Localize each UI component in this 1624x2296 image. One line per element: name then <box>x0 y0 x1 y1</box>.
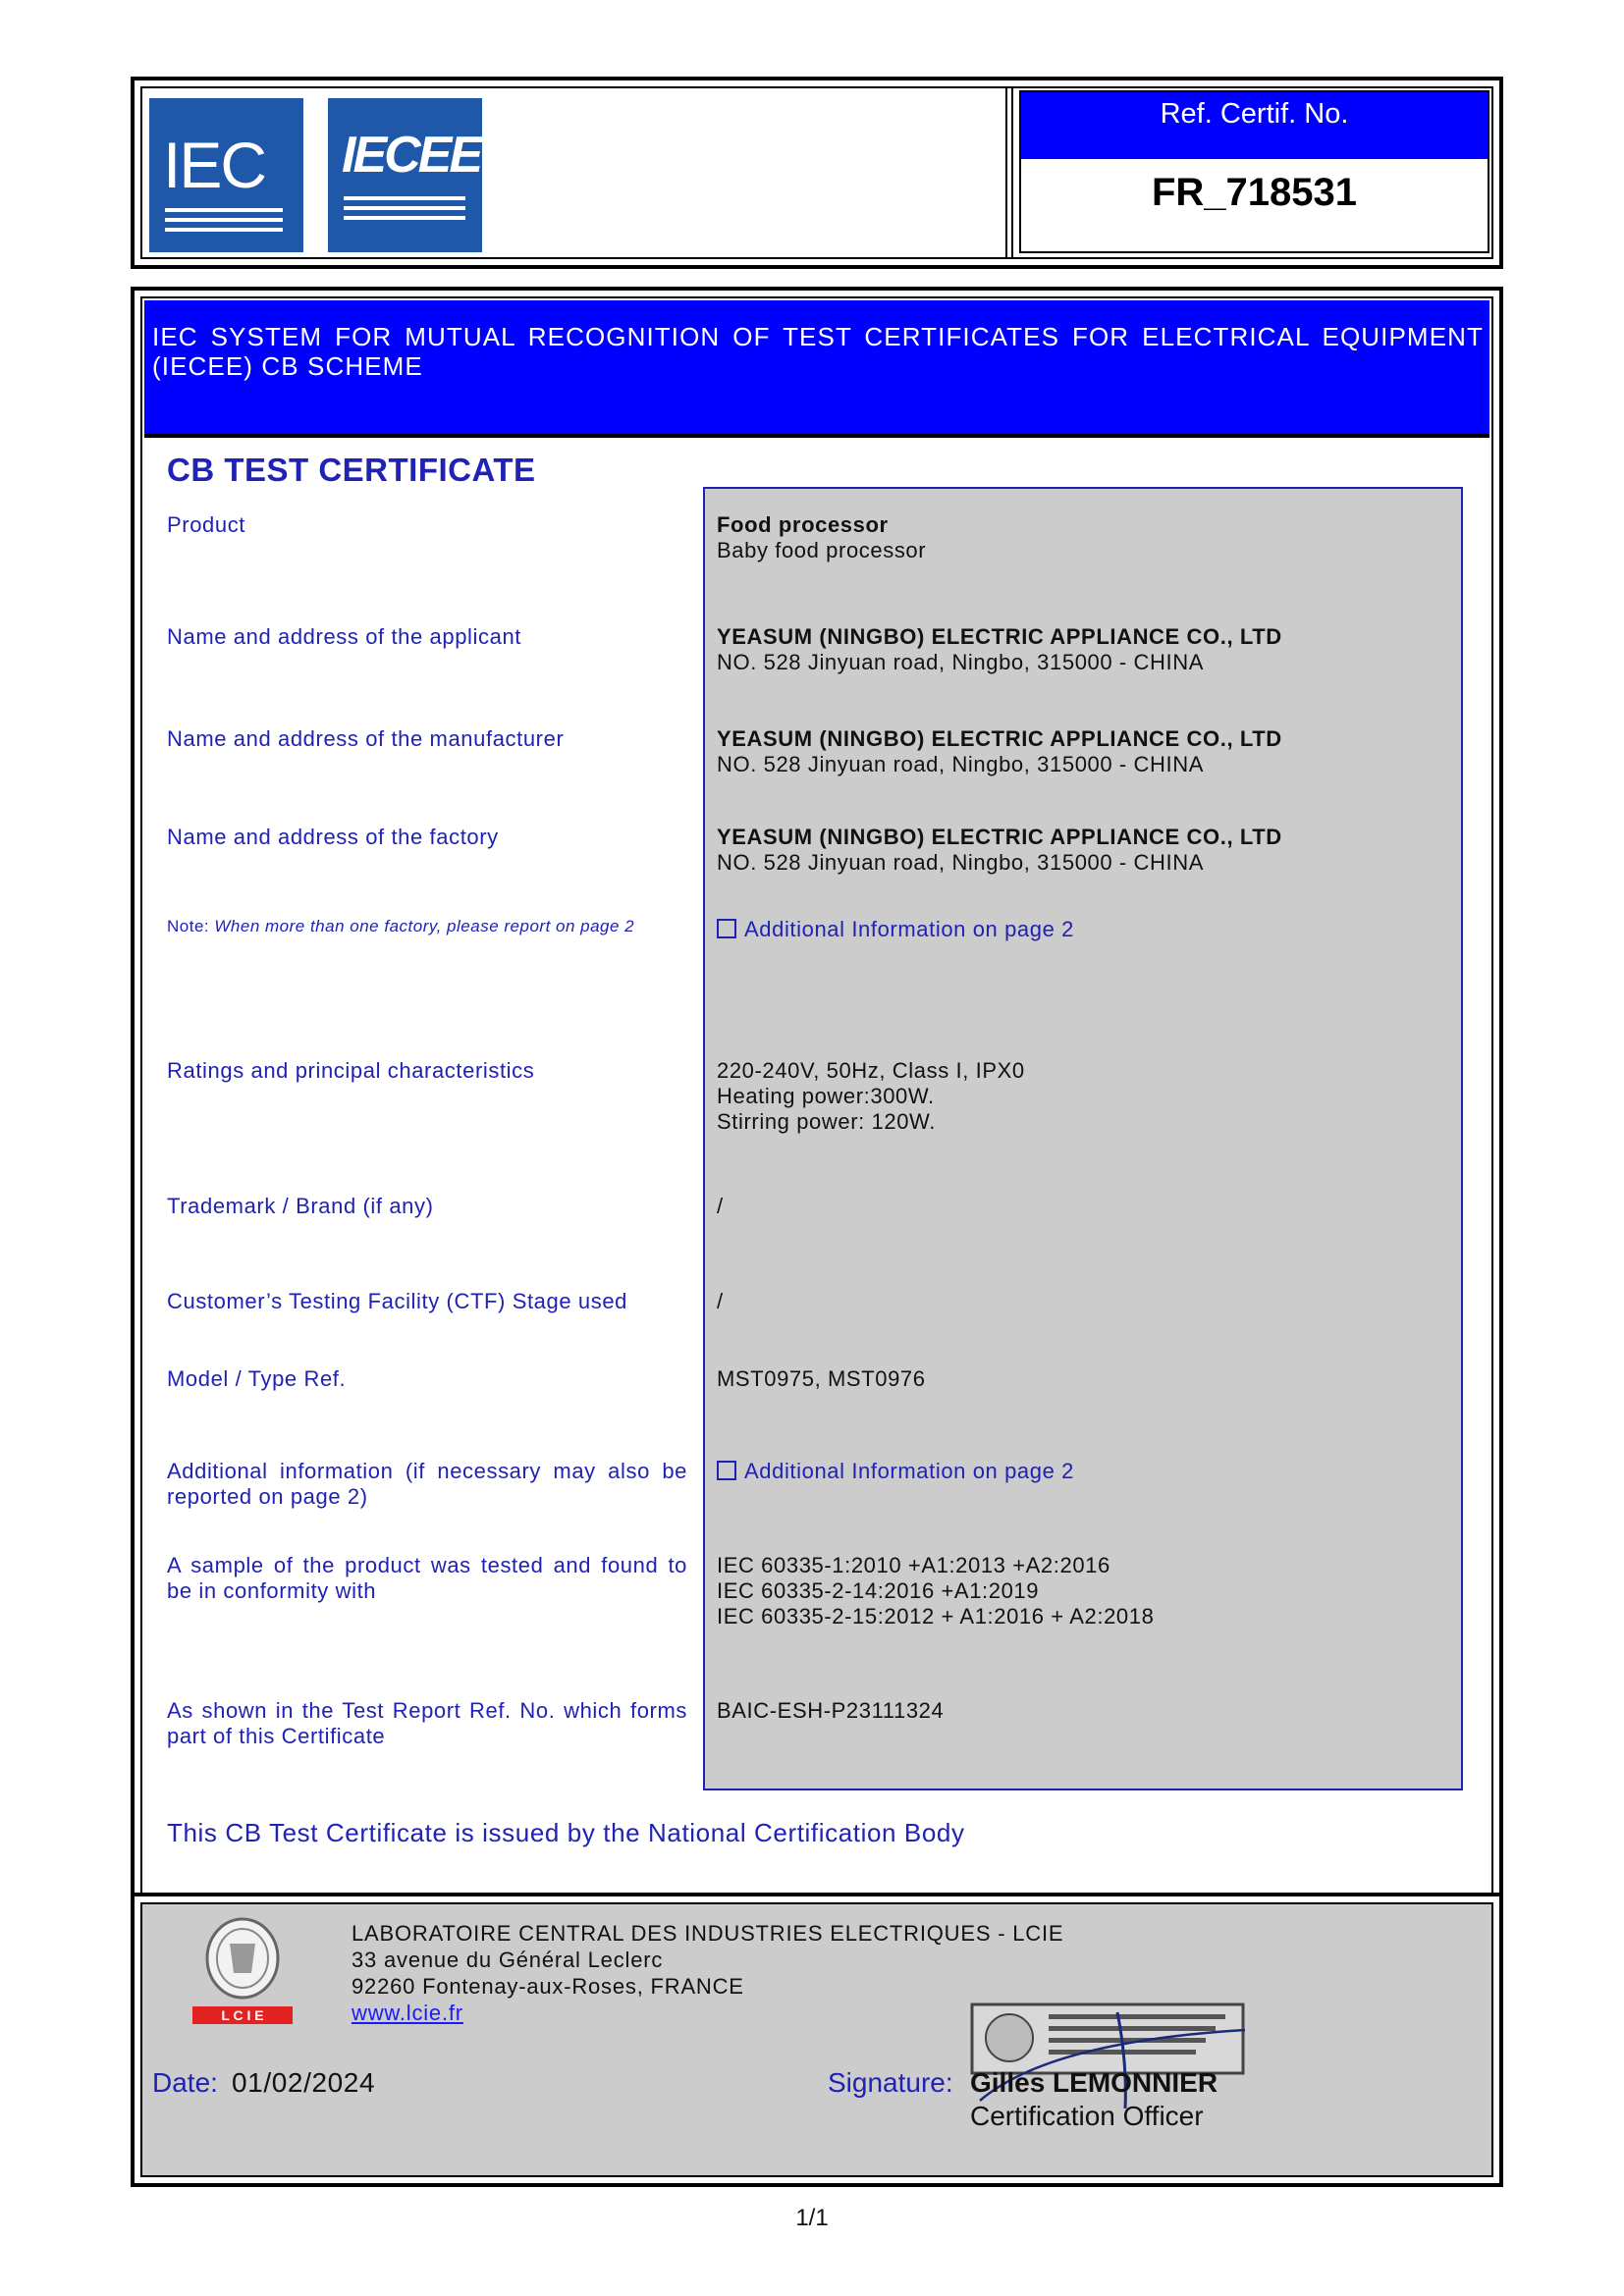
iecee-logo <box>328 98 482 252</box>
manufacturer-value <box>717 726 1443 777</box>
trademark-value: / <box>717 1194 724 1218</box>
date-value: 01/02/2024 <box>232 2067 376 2098</box>
model-value: MST0975, MST0976 <box>717 1366 926 1391</box>
test-report-label: As shown in the Test Report Ref. No. which forms part of this Certificate <box>167 1698 687 1748</box>
factory-note <box>167 917 634 936</box>
ratings-line-2: Heating power:300W. <box>717 1084 935 1108</box>
ratings-line-1: 220-240V, 50Hz, Class I, IPX0 <box>717 1058 1025 1083</box>
iecee-logo-text: IECEE <box>342 127 481 184</box>
conformity-label: A sample of the product was tested and found to be in conformity with <box>167 1553 687 1603</box>
lab-street: 33 avenue du Général Leclerc <box>352 1948 664 1972</box>
trademark-label: Trademark / Brand (if any) <box>167 1194 434 1218</box>
product-value-primary: Food processor <box>717 512 889 537</box>
lab-website-link[interactable]: www.lcie.fr <box>352 2001 463 2025</box>
manufacturer-label: Name and address of the manufacturer <box>167 726 565 751</box>
conformity-standard-2: IEC 60335-2-14:2016 +A1:2019 <box>717 1578 1040 1603</box>
ratings-line-3: Stirring power: 120W. <box>717 1109 936 1134</box>
additional-info-text: Additional Information on page 2 <box>744 1459 1074 1483</box>
lab-address-block <box>352 1920 1063 2026</box>
header-separator <box>1005 86 1013 259</box>
iec-logo <box>149 98 303 252</box>
ref-certificate-box <box>1019 90 1489 253</box>
date-label: Date: <box>152 2067 218 2098</box>
model-label: Model / Type Ref. <box>167 1366 347 1391</box>
signer-name: Gilles LEMONNIER <box>970 2067 1218 2098</box>
factory-name: YEASUM (NINGBO) ELECTRIC APPLIANCE CO., LTD <box>717 825 1282 849</box>
factory-additional-checkbox[interactable] <box>717 919 736 938</box>
factory-additional-text: Additional Information on page 2 <box>744 917 1074 941</box>
additional-info-checkbox[interactable] <box>717 1461 736 1480</box>
ref-certificate-label: Ref. Certif. No. <box>1021 92 1488 159</box>
conformity-value <box>717 1553 1443 1629</box>
manufacturer-address: NO. 528 Jinyuan road, Ningbo, 315000 - CHINA <box>717 752 1204 776</box>
note-prefix: Note: <box>167 917 210 935</box>
lab-name: LABORATOIRE CENTRAL DES INDUSTRIES ELECTRIQUES - LCIE <box>352 1921 1064 1946</box>
factory-value <box>717 825 1443 876</box>
additional-info-label: Additional information (if necessary may also be reported on page 2) <box>167 1459 687 1509</box>
factory-address: NO. 528 Jinyuan road, Ningbo, 315000 - CHINA <box>717 850 1204 875</box>
ctf-value: / <box>717 1289 724 1313</box>
note-text: When more than one factory, please report on page 2 <box>214 917 635 935</box>
applicant-label: Name and address of the applicant <box>167 624 522 649</box>
manufacturer-name: YEASUM (NINGBO) ELECTRIC APPLIANCE CO., LTD <box>717 726 1282 751</box>
product-value-secondary: Baby food processor <box>717 538 927 562</box>
product-value <box>717 512 1443 563</box>
scheme-title: IEC SYSTEM FOR MUTUAL RECOGNITION OF TEST CERTIFICATES FOR ELECTRICAL EQUIPMENT (IECEE) CB SCHEME <box>144 300 1489 438</box>
bureau-veritas-lcie-logo <box>189 1914 297 2032</box>
ref-certificate-number: FR_718531 <box>1151 171 1358 214</box>
factory-additional-info <box>717 917 1443 942</box>
test-report-value: BAIC-ESH-P23111324 <box>717 1698 945 1723</box>
lab-city: 92260 Fontenay-aux-Roses, FRANCE <box>352 1974 744 1999</box>
iec-logo-text: IEC <box>163 129 266 201</box>
signer-role: Certification Officer <box>970 2101 1204 2131</box>
page-number: 1/1 <box>795 2205 829 2231</box>
lcie-logo-text: L C I E <box>221 2007 264 2023</box>
ratings-label: Ratings and principal characteristics <box>167 1058 535 1083</box>
ctf-label: Customer’s Testing Facility (CTF) Stage used <box>167 1289 627 1313</box>
applicant-name: YEASUM (NINGBO) ELECTRIC APPLIANCE CO., LTD <box>717 624 1282 649</box>
signature-label: Signature: <box>828 2067 953 2098</box>
ratings-value <box>717 1058 1443 1135</box>
issued-by-statement: This CB Test Certificate is issued by the National Certification Body <box>167 1818 965 1847</box>
factory-label: Name and address of the factory <box>167 825 499 849</box>
conformity-standard-3: IEC 60335-2-15:2012 + A1:2016 + A2:2018 <box>717 1604 1155 1629</box>
conformity-standard-1: IEC 60335-1:2010 +A1:2013 +A2:2016 <box>717 1553 1110 1577</box>
product-label: Product <box>167 512 246 537</box>
applicant-value <box>717 624 1443 675</box>
certificate-title: CB TEST CERTIFICATE <box>167 452 536 488</box>
applicant-address: NO. 528 Jinyuan road, Ningbo, 315000 - CHINA <box>717 650 1204 674</box>
additional-info-value <box>717 1459 1443 1484</box>
